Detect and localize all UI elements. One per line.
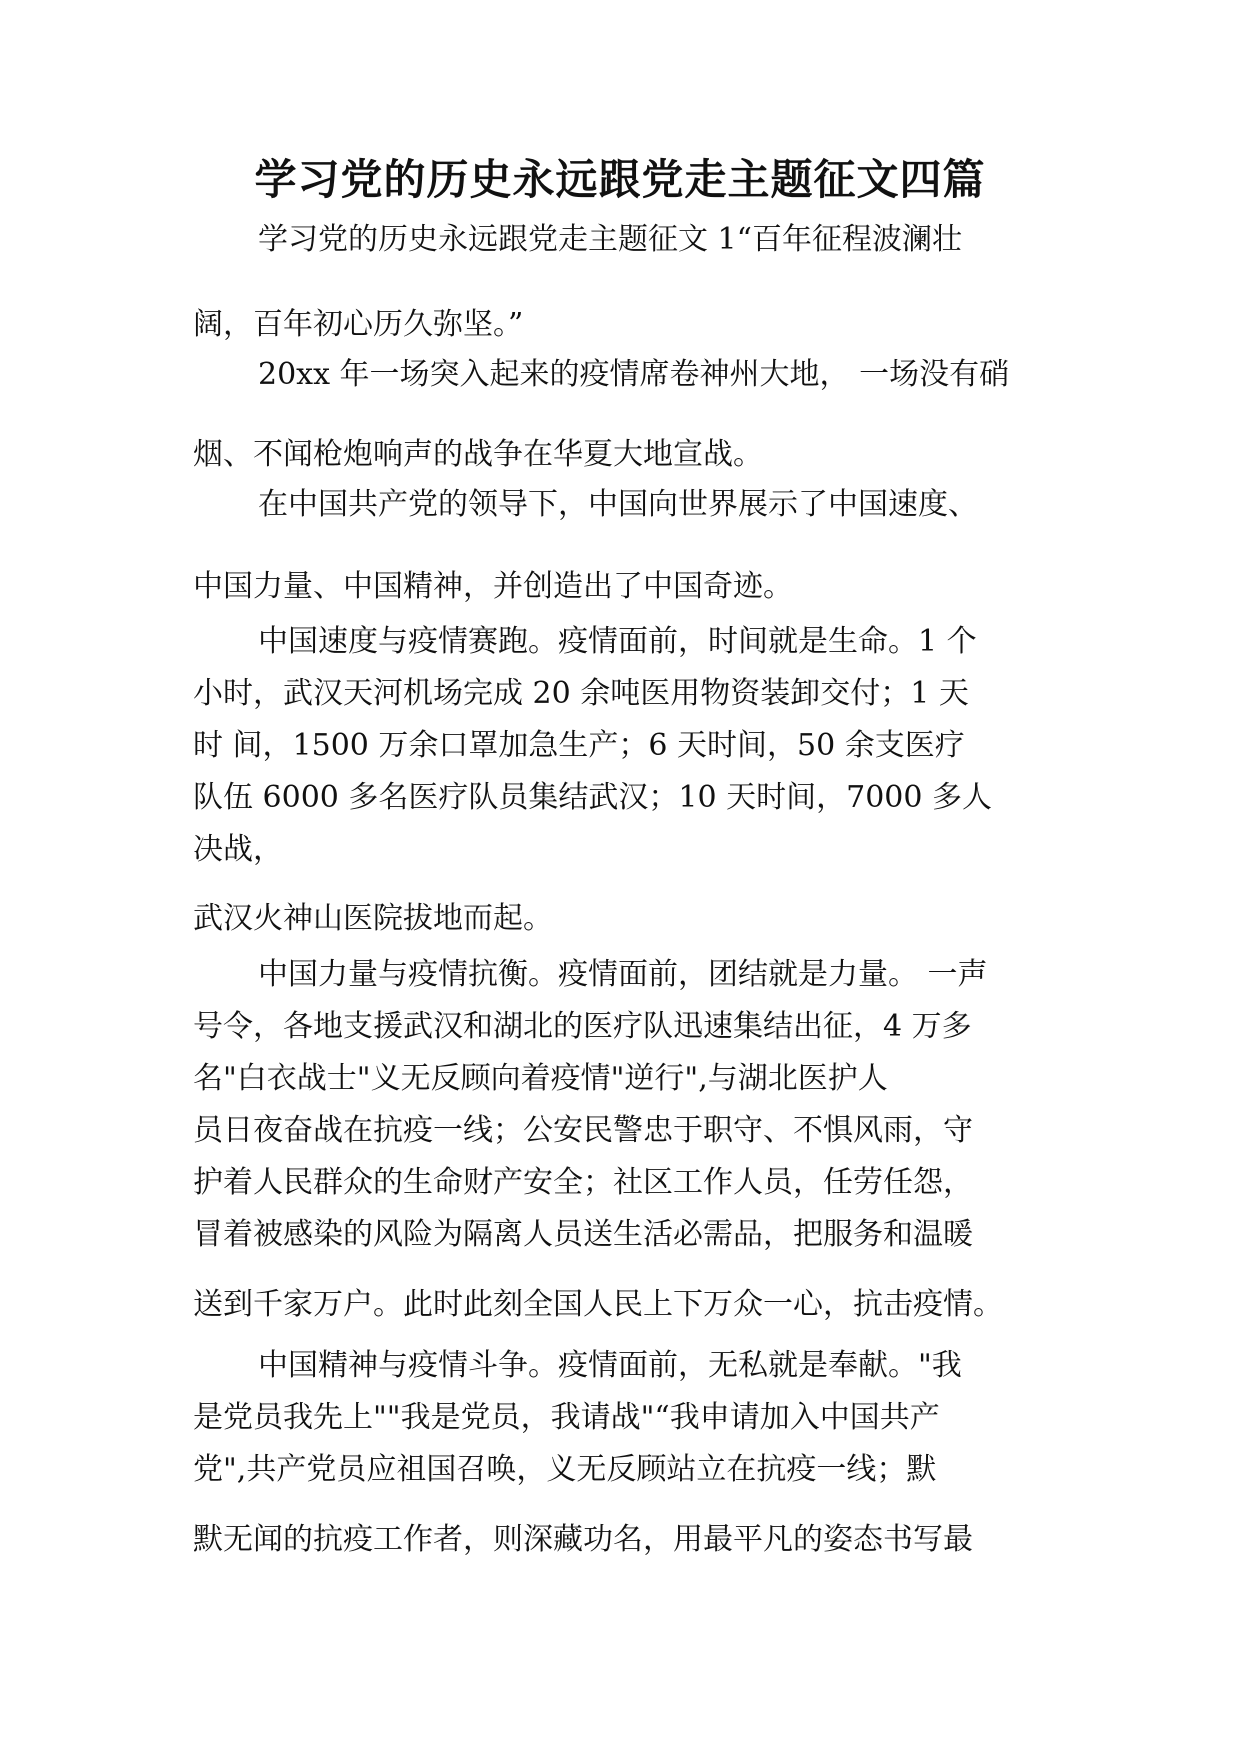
text-line: 烟、不闻枪炮响声的战争在华夏大地宣战。 bbox=[193, 437, 763, 472]
text-line: 中国力量、中国精神，并创造出了中国奇迹。 bbox=[193, 569, 793, 604]
text-line: 名"白衣战士"义无反顾向着疫情"逆行",与湖北医护人 bbox=[193, 1061, 888, 1096]
text-line: 在中国共产党的领导下，中国向世界展示了中国速度、 bbox=[258, 487, 978, 522]
text-line: 员日夜奋战在抗疫一线；公安民警忠于职守、不惧风雨，守 bbox=[193, 1113, 973, 1148]
text-line: 冒着被感染的风险为隔离人员送生活必需品，把服务和温暖 bbox=[193, 1217, 973, 1252]
text-line: 是党员我先上""我是党员，我请战"“我申请加入中国共产 bbox=[193, 1400, 940, 1435]
text-line: 号令，各地支援武汉和湖北的医疗队迅速集结出征，4 万多 bbox=[193, 1009, 972, 1044]
text-line: 武汉火神山医院拔地而起。 bbox=[193, 901, 553, 936]
text-line: 学习党的历史永远跟党走主题征文 1“百年征程波澜壮 bbox=[258, 222, 962, 257]
text-line: 护着人民群众的生命财产安全；社区工作人员，任劳任怨， bbox=[193, 1165, 973, 1200]
text-line: 队伍 6000 多名医疗队员集结武汉；10 天时间，7000 多人 bbox=[193, 780, 993, 815]
text-line: 阔，百年初心历久弥坚。” bbox=[193, 307, 524, 342]
text-line: 党",共产党员应祖国召唤，义无反顾站立在抗疫一线；默 bbox=[193, 1452, 937, 1487]
document-title: 学习党的历史永远跟党走主题征文四篇 bbox=[254, 155, 986, 204]
text-line: 小时，武汉天河机场完成 20 余吨医用物资装卸交付；1 天 bbox=[193, 676, 969, 711]
text-line: 中国精神与疫情斗争。疫情面前，无私就是奉献。"我 bbox=[258, 1348, 962, 1383]
text-line: 中国力量与疫情抗衡。疫情面前，团结就是力量。 一声 bbox=[258, 957, 988, 992]
text-line: 送到千家万户。此时此刻全国人民上下万众一心，抗击疫情。 bbox=[193, 1287, 1003, 1322]
text-line: 时 间，1500 万余口罩加急生产；6 天时间，50 余支医疗 bbox=[193, 728, 965, 763]
text-line: 中国速度与疫情赛跑。疫情面前，时间就是生命。1 个 bbox=[258, 624, 977, 659]
text-line: 默无闻的抗疫工作者，则深藏功名，用最平凡的姿态书写最 bbox=[193, 1522, 973, 1557]
text-line: 决战， bbox=[193, 832, 283, 867]
text-line: 20xx 年一场突入起来的疫情席卷神州大地， 一场没有硝 bbox=[258, 357, 1010, 392]
